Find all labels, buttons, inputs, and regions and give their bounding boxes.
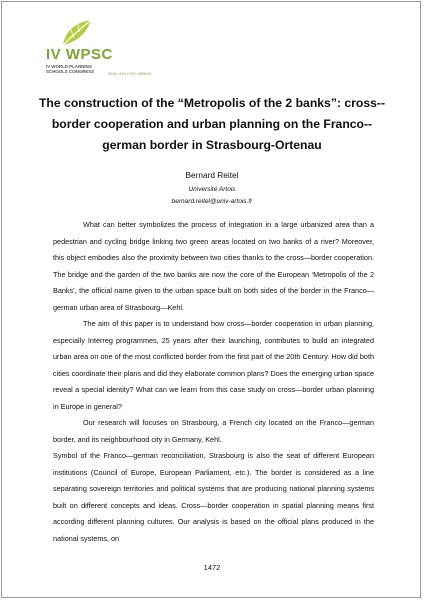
logo-tagline: 2016 • 4TH • RIO • BRASIL [108,72,152,76]
logo-subtitle [46,64,94,74]
paragraph: Our research will focuses on Strasbourg, a French city located on the Franco—german border, and its neighbourhood city in Germany, Kehl. [53,418,374,444]
paragraph: What can better symbolizes the process of integration in a large urbanized area than a pedestrian and cycling bridge linking two green areas located on two banks of a river? Moreover, this object embodies also the proximity between two cities thanks to the cross—border cooperation. The bridge and the garden of the two banks are now the core of the European ‘Metropolis of the 2 Banks’, the official name given to the urban space built on both sides of the border in the Franco—german urban area of Strasbourg—Kehl. [53,220,374,312]
congress-logo [46,19,166,79]
paragraph: Symbol of the Franco—german reconciliation, Strasbourg is also the seat of different European institutions (Council of Europe, European Parliament, etc.). The border is considered as a line separating sovereign territories and political systems that are producing national planning systems built on different concepts and ideas. Cross—border cooperation in spatial planning means first according different planning cultures. Our analysis is based on the official plans produced in the national systems, on [53,451,374,543]
paragraph: The aim of this paper is to understand how cross—border cooperation in urban planning, especially Interreg programmes, 25 years after their launching, contributes to build an integrated urban area on one of the most conflicted border from the first part of the 20th Century. How did both cities coordinate their plans and did they elaborate common plans? Does the emerging urban space reveal a special identity? What can we learn from this case study on cross—border urban planning in Europe in general? [53,319,374,411]
logo-title: IV WPSC [46,46,113,63]
document-page [1,1,421,598]
author-name: Bernard Reitel [185,170,239,180]
author-affiliation: Université Artois [188,186,236,193]
logo-subtitle-line1: IV WORLD PLANNING [46,64,93,69]
body-text [53,217,374,547]
logo-subtitle-line2: SCHOOLS CONGRESS [46,69,95,74]
page-number: 1472 [203,563,221,572]
leaf-icon [60,19,94,46]
author-email: bernard.reitel@univ-artois.fr [171,198,253,205]
paper-title: The construction of the “Metropolis of the 2 banks”: cross--border cooperation and urban planning on the Franco--german border in Strasbourg-Ortenau [38,96,386,152]
